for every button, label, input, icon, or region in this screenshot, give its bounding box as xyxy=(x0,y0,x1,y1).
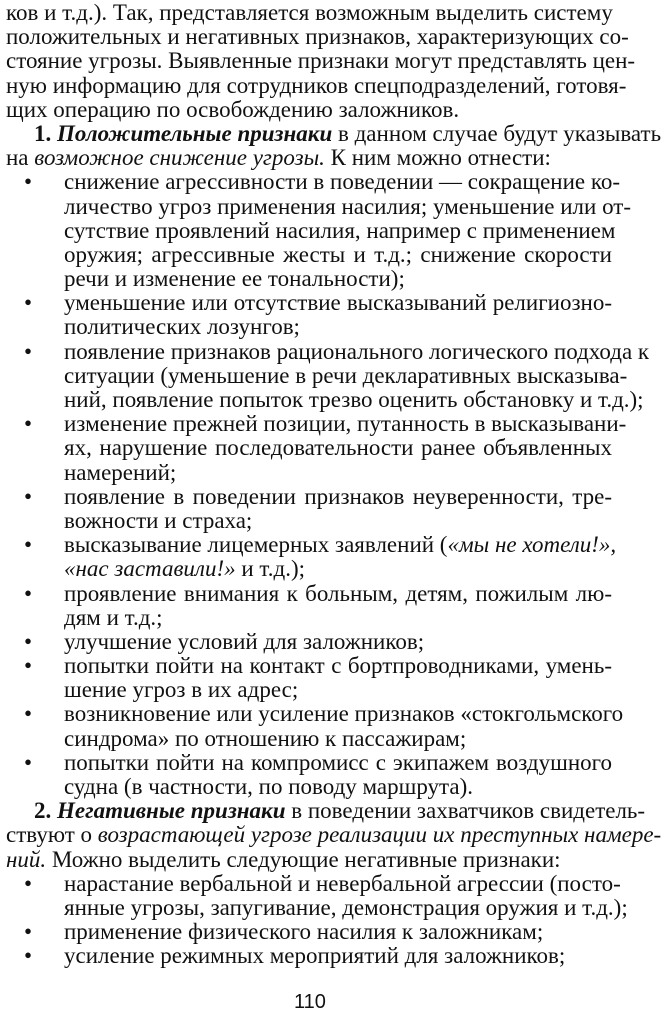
bullet-icon: • xyxy=(24,749,33,775)
bullet-icon: • xyxy=(24,628,33,654)
text-line: щих операцию по освобождению заложников. xyxy=(6,96,460,122)
list-item: • высказывание лицемерных заявлений («мы не хотели!», «нас заставили!» и т.д.); xyxy=(24,532,617,582)
list-item: • появление признаков рационального логического подхода к ситуации (уменьшение в речи декларативных высказыва- ний, появление попыток трезво оценить обстановку и т.д.); xyxy=(24,338,650,412)
emphasis: возрастающей угрозе реализации их преступных намере- xyxy=(97,822,661,848)
list-item: • возникновение или усиление признаков «стокгольмского синдрома» по отношению к пассажирам; xyxy=(24,701,624,751)
list-item: • появление в поведении признаков неуверенности, тре- вожности и страха; xyxy=(24,483,612,533)
text-line: ний. Можно выделить следующие негативные признаки: xyxy=(6,846,561,872)
bullet-icon: • xyxy=(24,701,33,727)
bullet-icon: • xyxy=(24,919,33,945)
page-text xyxy=(6,0,661,969)
section-heading-line: 2. Негативные признаки в поведении захватчиков свидетель- xyxy=(34,798,646,824)
section-positive xyxy=(6,120,661,799)
section-number: 2. xyxy=(34,798,52,824)
list-item: • улучшение условий для заложников; xyxy=(24,628,425,654)
list-item: • применение физического насилия к заложникам; xyxy=(24,919,544,945)
bullet-icon: • xyxy=(24,483,33,509)
bullet-icon: • xyxy=(24,580,33,606)
list-item: • уменьшение или отсутствие высказываний религиозно- политических лозунгов; xyxy=(24,290,612,340)
bullet-icon: • xyxy=(24,943,33,969)
text-line: ную информацию для сотрудников спецподразделений, готовя- xyxy=(6,72,627,98)
section-title: Положительные признаки xyxy=(57,120,333,146)
list-item: • проявление внимания к больным, детям, пожилым лю- дям и т.д.; xyxy=(24,580,612,630)
list-item: • снижение агрессивности в поведении — сокращение ко- личество угроз применения насилия; уменьшение или от- сутствие проявлений насилия, например с применением оружия; агрессивные жесты и т.д.; снижение скорости речи и изменение ее тональности); xyxy=(24,169,632,292)
text-line: на возможное снижение угрозы. К ним можно отнести: xyxy=(6,145,551,171)
list-item: • нарастание вербальной и невербальной агрессии (посто- янные угрозы, запугивание, демонстрация оружия и т.д.); xyxy=(24,870,628,920)
emphasis: возможное снижение угрозы. xyxy=(34,145,325,171)
bullet-icon: • xyxy=(24,169,33,195)
section-title: Негативные признаки xyxy=(57,798,286,824)
bullet-icon: • xyxy=(24,338,33,364)
intro-paragraph xyxy=(6,0,636,122)
bullet-icon: • xyxy=(24,290,33,316)
quote: «нас заставили!» xyxy=(64,556,236,582)
text-line: ков и т.д.). Так, представляется возможным выделить систему xyxy=(6,0,613,25)
section-heading-line: 1. Положительные признаки в данном случае будут указывать xyxy=(34,120,661,146)
emphasis: ний. xyxy=(6,846,47,872)
page-number: 110 xyxy=(294,991,326,1013)
bullet-icon: • xyxy=(24,653,33,679)
text-line: стояние угрозы. Выявленные признаки могут представлять цен- xyxy=(6,48,636,74)
list-item: • изменение прежней позиции, путанность в высказывани- ях, нарушение последовательности ранее объявленных намерений; xyxy=(24,411,627,485)
bullet-icon: • xyxy=(24,870,33,896)
quote: «мы не хотели!», xyxy=(447,532,617,558)
section-negative xyxy=(6,798,661,969)
text-line: ствуют о возрастающей угрозе реализации их преступных намере- xyxy=(6,822,661,848)
bullet-icon: • xyxy=(24,411,33,437)
list-item: • попытки пойти на контакт с бортпроводниками, умень- шение угроз в их адрес; xyxy=(24,653,612,703)
text-line: положительных и негативных признаков, характеризующих со- xyxy=(6,24,629,50)
list-item: • усиление режимных мероприятий для заложников; xyxy=(24,943,566,969)
bullet-icon: • xyxy=(24,532,33,558)
list-item: • попытки пойти на компромисс с экипажем воздушного судна (в частности, по поводу маршрута). xyxy=(24,749,612,799)
section-number: 1. xyxy=(34,120,52,146)
